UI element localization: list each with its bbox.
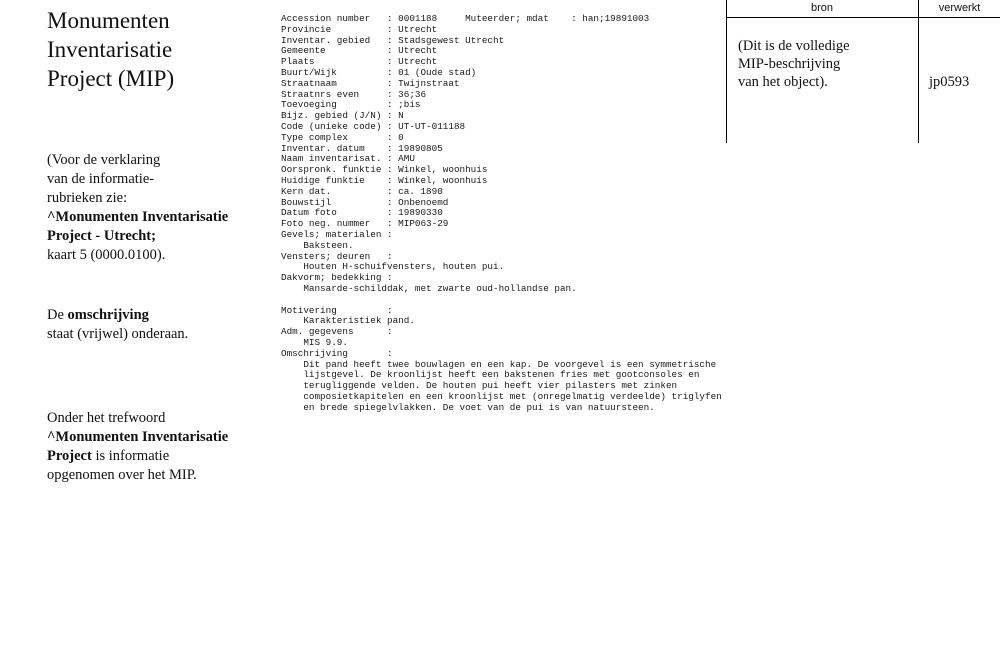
verwerkt-value: jp0593 [929,74,970,90]
record-line: Omschrijving : [281,347,393,359]
record-line: Mansarde-schilddak, met zwarte oud-hollandse pan. [281,282,577,294]
note-prefix: De [47,307,68,323]
record-line: Toevoeging : ;bis [281,99,421,111]
record-line: Bijz. gebied (J/N) : N [281,110,404,122]
header-verwerkt: verwerkt [938,2,981,14]
record-line: composietkapitelen en een kroonlijst met (onregelmatig verdeelde) triglyfen [281,390,722,402]
note-line [47,306,188,325]
record-line: Plaats : Utrecht [281,56,438,68]
note-line: staat (vrijwel) onderaan. [47,326,189,342]
record-line: Houten H-schuifvensters, houten pui. [281,261,505,273]
reference-keyword: ^Monumenten Inventarisatie [47,209,229,225]
note-line: rubrieken zie: [47,190,128,206]
record-line: Dit pand heeft twee bouwlagen en een kap. De voorgevel is een symmetrische [281,358,717,370]
record-line: Straatnaam : Twijnstraat [281,77,460,89]
record-fields [281,14,722,413]
record-line: Gemeente : Utrecht [281,45,438,57]
explanation-note [47,151,228,265]
description-note [47,306,188,344]
note-line: (Voor de verklaring [47,152,161,168]
record-line: Inventar. datum : 19890805 [281,142,443,154]
record-line: Inventar. gebied : Stadsgewest Utrecht [281,34,505,46]
record-line: Accession number : 0001188 Muteerder; mdat : han;19891003 [281,13,650,24]
record-line: Type complex : 0 [281,131,404,143]
record-line: Naam inventarisat. : AMU [281,153,415,165]
record-line: Buurt/Wijk : 01 (Oude stad) [281,66,477,78]
note-line [47,447,228,466]
bron-note [738,37,850,91]
record-line: Adm. gegevens : [281,326,393,338]
reference-keyword: ^Monumenten Inventarisatie [47,429,229,445]
record-line: Kern dat. : ca. 1890 [281,185,443,197]
note-line: Onder het trefwoord [47,410,166,426]
record-line: Motivering : [281,304,393,316]
record-line: Gevels; materialen : [281,228,393,240]
record-line: MIS 9.9. [281,336,348,348]
record-line: Karakteristiek pand. [281,315,415,327]
bron-line: van het object). [738,74,828,90]
note-suffix: is informatie [91,448,170,464]
bron-line: (Dit is de volledige [738,38,850,54]
record-line: terugliggende velden. De houten pui heeft vier pilasters met zinken [281,380,678,392]
record-line: Vensters; deuren : [281,250,393,262]
source-box [726,0,1000,143]
box-divider [918,0,919,143]
record-line [281,295,722,306]
title-line: Monumenten [47,8,170,33]
record-line: Straatnrs even : 36;36 [281,88,427,100]
record-line: Provincie : Utrecht [281,23,438,35]
reference-keyword: Project [47,448,92,464]
record-line: Baksteen. [281,239,354,251]
record-line: Huidige funktie : Winkel, woonhuis [281,174,488,186]
note-line: kaart 5 (0000.0100). [47,247,166,263]
title-line: Project (MIP) [47,66,175,91]
record-line: Oorspronk. funktie : Winkel, woonhuis [281,164,488,176]
reference-keyword: Project - Utrecht; [47,228,156,244]
record-line: lijstgevel. De kroonlijst heeft een bakstenen fries met gootconsoles en [281,369,700,381]
bron-line: MIP-beschrijving [738,56,841,72]
keyword-note [47,409,228,485]
page-title [47,6,174,93]
note-line: opgenomen over het MIP. [47,467,197,483]
record-line: en brede spiegelvlakken. De voet van de pui is van natuursteen. [281,401,655,413]
record-line: Dakvorm; bedekking : [281,272,393,284]
description-keyword: omschrijving [67,307,149,323]
title-line: Inventarisatie [47,37,173,62]
record-line: Datum foto : 19890330 [281,207,443,219]
note-line: van de informatie- [47,171,155,187]
box-divider [726,0,727,143]
record-line: Code (unieke code) : UT-UT-011188 [281,120,466,132]
header-rule [726,17,1000,18]
record-line: Bouwstijl : Onbenoemd [281,196,449,208]
record-line: Foto neg. nummer : MIP063-29 [281,218,449,230]
header-bron: bron [810,2,834,14]
